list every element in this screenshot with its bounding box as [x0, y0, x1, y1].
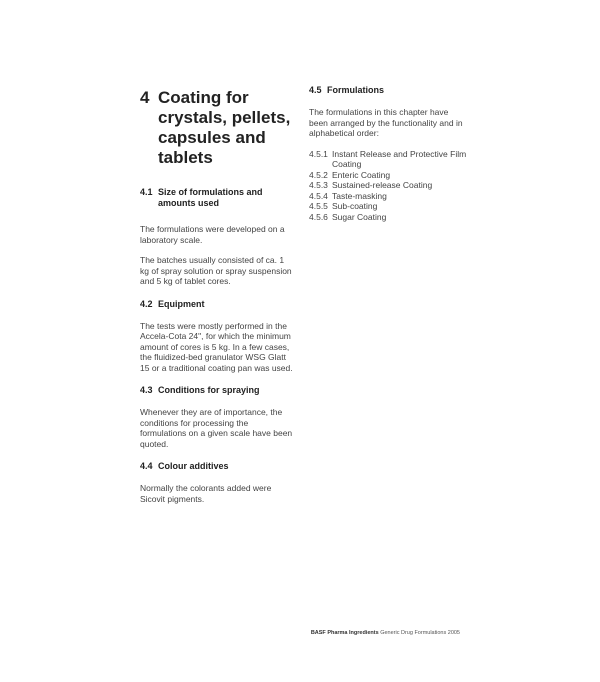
paragraph: Whenever they are of importance, the conditions for processing the formulations on a given scale have been quoted. [140, 407, 293, 449]
right-column [309, 85, 469, 222]
paragraph: Normally the colorants added were Sicovit pigments. [140, 483, 272, 504]
paragraph: The formulations were developed on a laboratory scale. [140, 224, 285, 245]
page-footer [311, 630, 460, 636]
item-number: 4.5.6 [309, 211, 328, 222]
section-number: 4.3 [140, 385, 153, 395]
list-item [309, 191, 469, 202]
section-heading-4-3 [140, 385, 295, 396]
list-item [309, 201, 469, 212]
section-title: Conditions for spraying [158, 385, 260, 395]
section-number: 4.4 [140, 461, 153, 471]
item-title: Taste-masking [332, 190, 387, 201]
left-column [140, 88, 295, 504]
item-number: 4.5.4 [309, 190, 328, 201]
chapter-number: 4 [140, 88, 150, 107]
paragraph: The batches usually consisted of ca. 1 kg of spray solution or spray suspension and 5 kg of tablet cores. [140, 255, 292, 286]
item-number: 4.5.1 [309, 148, 328, 159]
section-title: Size of formulations and amounts used [158, 187, 263, 208]
item-number: 4.5.3 [309, 180, 328, 190]
section-number: 4.1 [140, 187, 153, 197]
chapter-title: Coating for crystals, pellets, capsules and tablets [158, 88, 291, 167]
item-title: Sustained-release Coating [332, 180, 433, 190]
list-item [309, 170, 469, 181]
section-title: Equipment [158, 298, 205, 309]
item-number: 4.5.5 [309, 201, 328, 211]
section-title: Colour additives [158, 461, 229, 471]
footer-publication: Generic Drug Formulations 2005 [380, 630, 460, 636]
footer-brand: BASF Pharma Ingredients [310, 630, 379, 636]
item-title: Sugar Coating [332, 211, 387, 222]
list-item [309, 149, 469, 170]
section-number: 4.2 [140, 298, 153, 309]
section-heading-4-4 [140, 461, 295, 472]
item-title: Sub-coating [332, 201, 378, 211]
chapter-heading [140, 88, 295, 168]
formulations-list [309, 149, 469, 223]
paragraph: The tests were mostly performed in the Accela-Cota 24", for which the minimum amount of cores is 5 kg. In a few cases, the fluidized-bed granulator WSG Glatt 15 or a traditional coating pan was used. [140, 320, 293, 373]
list-item [309, 212, 469, 223]
list-item [309, 180, 469, 191]
section-heading-4-1 [140, 187, 295, 209]
item-number: 4.5.2 [309, 169, 328, 180]
formulations-intro: The formulations in this chapter have been arranged by the functionality and in alphabetical order: [309, 107, 463, 138]
section-number: 4.5 [309, 85, 322, 95]
section-heading-4-2 [140, 299, 295, 310]
item-title: Instant Release and Protective Film Coating [332, 148, 467, 169]
section-heading-4-5 [309, 85, 469, 96]
section-title: Formulations [327, 85, 385, 95]
item-title: Enteric Coating [332, 169, 391, 180]
